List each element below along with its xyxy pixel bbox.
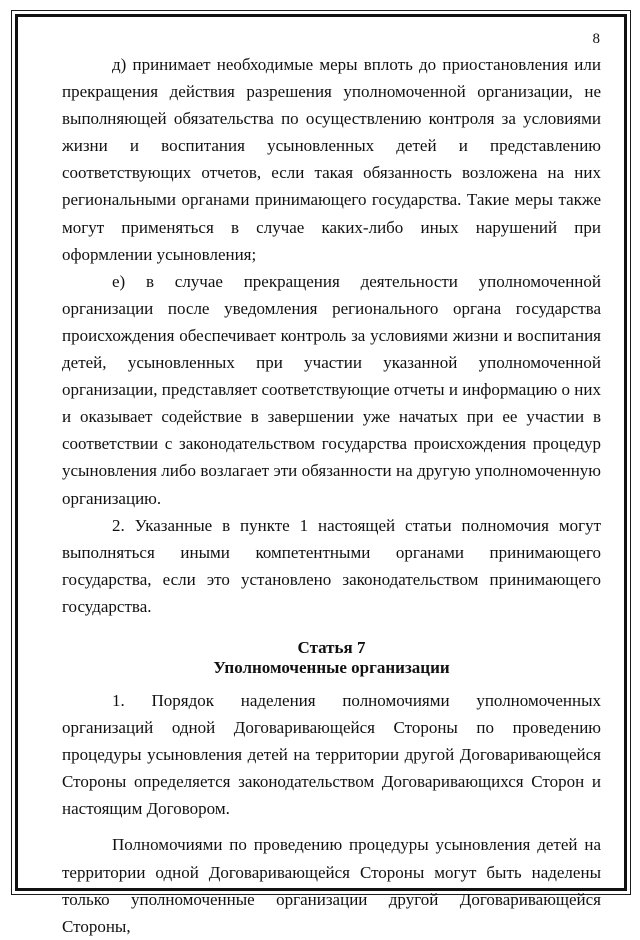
page-number: 8 xyxy=(592,31,600,47)
paragraph-d: д) принимает необходимые меры вплоть до приостановления или прекращения действия разрешения уполномоченной организации, не выполняющей обязательства по осуществлению контроля за условиями жизни и воспитания усыновленных детей и представлению соответствующих отчетов, если такая обязанность возложена на них региональными органами принимающего государства. Такие меры также могут применяться в случае каких-либо иных нарушений при оформлении усыновления; xyxy=(62,55,601,264)
paragraph-article7-1: 1. Порядок наделения полномочиями уполномоченных организаций одной Договаривающейся Стороны по проведению процедуры усыновления детей на территории другой Договаривающейся Стороны определяется законодательством Договаривающихся Сторон и настоящим Договором. xyxy=(62,690,601,819)
paragraph-e: е) в случае прекращения деятельности уполномоченной организации после уведомления регионального органа государства происхождения обеспечивает контроль за условиями жизни и воспитания детей, усыновленных при участии указанной уполномоченной организации, представляет соответствующие отчеты и информацию о них и оказывает содействие в завершении уже начатых при ее участии в соответствии с законодательством государства происхождения процедур усыновления либо возлагает эти обязанности на другую уполномоченную организацию. xyxy=(62,271,601,508)
paragraph-2: 2. Указанные в пункте 1 настоящей статьи полномочия могут выполняться иными компетентными органами принимающего государства, если это установлено законодательством принимающего государства. xyxy=(62,515,601,616)
paragraph-article7-2: Полномочиями по проведению процедуры усыновления детей на территории одной Договаривающейся Стороны могут быть наделены только уполномоченные организации другой Договаривающейся Стороны, xyxy=(62,835,601,936)
article-number: Статья 7 xyxy=(297,637,366,657)
paragraph-spacer xyxy=(62,822,601,831)
document-body xyxy=(62,51,601,940)
article-title: Уполномоченные организации xyxy=(213,657,450,677)
article-heading xyxy=(62,638,601,678)
